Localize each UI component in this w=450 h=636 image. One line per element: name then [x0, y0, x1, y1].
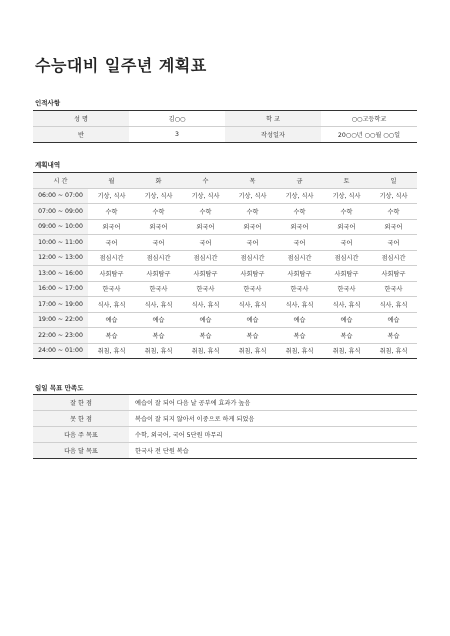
schedule-table: [33, 172, 417, 359]
schedule-cell: 복습: [88, 328, 135, 344]
schedule-cell: 수학: [276, 204, 323, 220]
personal-info-table: [33, 110, 417, 143]
schedule-cell: 취침, 휴식: [135, 343, 182, 359]
schedule-cell: 취침, 휴식: [370, 343, 417, 359]
date-value: 20○○년 ○○월 ○○일: [321, 127, 417, 143]
schedule-cell: 한국사: [229, 281, 276, 297]
schedule-cell: 예습: [276, 312, 323, 328]
schedule-header-time: 시 간: [33, 173, 88, 189]
schedule-row: [33, 297, 417, 313]
schedule-header-day: 일: [370, 173, 417, 189]
schedule-header-day: 금: [276, 173, 323, 189]
schedule-cell: 취침, 휴식: [323, 343, 370, 359]
schedule-cell: 기상, 식사: [370, 188, 417, 204]
schedule-row: [33, 204, 417, 220]
schedule-cell: 기상, 식사: [323, 188, 370, 204]
schedule-cell: 예습: [88, 312, 135, 328]
date-label: 작성일자: [225, 127, 321, 143]
schedule-row: [33, 235, 417, 251]
goal-value: 수학, 외국어, 국어 5단원 마무리: [129, 427, 417, 443]
schedule-cell: 기상, 식사: [88, 188, 135, 204]
schedule-cell: 예습: [229, 312, 276, 328]
schedule-cell: 점심시간: [135, 250, 182, 266]
schedule-cell: 외국어: [229, 219, 276, 235]
schedule-cell: 사회탐구: [323, 266, 370, 282]
name-label: 성 명: [33, 111, 129, 127]
schedule-header-row: [33, 173, 417, 189]
schedule-cell: 식사, 휴식: [135, 297, 182, 313]
schedule-cell: 복습: [229, 328, 276, 344]
schedule-cell: 수학: [370, 204, 417, 220]
schedule-cell: 식사, 휴식: [276, 297, 323, 313]
schedule-cell: 점심시간: [276, 250, 323, 266]
goal-row: [33, 395, 417, 411]
schedule-cell: 점심시간: [182, 250, 229, 266]
schedule-cell: 복습: [182, 328, 229, 344]
goal-row: [33, 427, 417, 443]
schedule-cell: 수학: [88, 204, 135, 220]
schedule-time-cell: 16:00 ~ 17:00: [33, 281, 88, 297]
class-value: 3: [129, 127, 225, 143]
schedule-cell: 예습: [323, 312, 370, 328]
schedule-cell: 예습: [182, 312, 229, 328]
schedule-cell: 취침, 휴식: [276, 343, 323, 359]
schedule-cell: 점심시간: [88, 250, 135, 266]
schedule-cell: 외국어: [323, 219, 370, 235]
schedule-cell: 한국사: [88, 281, 135, 297]
schedule-cell: 기상, 식사: [229, 188, 276, 204]
schedule-time-cell: 09:00 ~ 10:00: [33, 219, 88, 235]
schedule-cell: 한국사: [276, 281, 323, 297]
schedule-cell: 외국어: [182, 219, 229, 235]
schedule-cell: 한국사: [323, 281, 370, 297]
schedule-row: [33, 250, 417, 266]
schedule-cell: 기상, 식사: [182, 188, 229, 204]
schedule-cell: 수학: [229, 204, 276, 220]
schedule-cell: 사회탐구: [276, 266, 323, 282]
goal-row: [33, 411, 417, 427]
schedule-header-day: 수: [182, 173, 229, 189]
school-label: 학 교: [225, 111, 321, 127]
schedule-cell: 식사, 휴식: [370, 297, 417, 313]
schedule-cell: 국어: [135, 235, 182, 251]
schedule-cell: 점심시간: [229, 250, 276, 266]
schedule-cell: 수학: [135, 204, 182, 220]
goal-value: 한국사 전 단원 복습: [129, 443, 417, 459]
name-value: 김○○: [129, 111, 225, 127]
schedule-cell: 식사, 휴식: [229, 297, 276, 313]
schedule-cell: 사회탐구: [88, 266, 135, 282]
schedule-time-cell: 13:00 ~ 16:00: [33, 266, 88, 282]
schedule-cell: 국어: [370, 235, 417, 251]
goal-table: [33, 394, 417, 459]
goal-value: 예습이 잘 되어 다음 날 공부에 효과가 높음: [129, 395, 417, 411]
schedule-header-day: 목: [229, 173, 276, 189]
schedule-cell: 취침, 휴식: [88, 343, 135, 359]
schedule-cell: 국어: [229, 235, 276, 251]
school-value: ○○고등학교: [321, 111, 417, 127]
schedule-header-day: 화: [135, 173, 182, 189]
schedule-cell: 식사, 휴식: [323, 297, 370, 313]
schedule-header-day: 토: [323, 173, 370, 189]
schedule-time-cell: 07:00 ~ 09:00: [33, 204, 88, 220]
schedule-row: [33, 328, 417, 344]
schedule-row: [33, 343, 417, 359]
schedule-cell: 기상, 식사: [135, 188, 182, 204]
schedule-cell: 외국어: [135, 219, 182, 235]
schedule-time-cell: 24:00 ~ 01:00: [33, 343, 88, 359]
schedule-cell: 취침, 휴식: [182, 343, 229, 359]
goal-label: 다음 주 목표: [33, 427, 129, 443]
schedule-header-day: 월: [88, 173, 135, 189]
schedule-cell: 복습: [323, 328, 370, 344]
schedule-row: [33, 281, 417, 297]
schedule-cell: 사회탐구: [135, 266, 182, 282]
goal-label: 다음 달 목표: [33, 443, 129, 459]
goal-row: [33, 443, 417, 459]
section-personal-heading: 인적사항: [35, 99, 61, 107]
goal-label: 못 한 점: [33, 411, 129, 427]
schedule-cell: 국어: [88, 235, 135, 251]
schedule-cell: 국어: [276, 235, 323, 251]
schedule-cell: 사회탐구: [182, 266, 229, 282]
class-label: 반: [33, 127, 129, 143]
schedule-cell: 기상, 식사: [276, 188, 323, 204]
goal-value: 복습이 잘 되지 않아서 이중으로 하게 되었음: [129, 411, 417, 427]
schedule-row: [33, 188, 417, 204]
schedule-cell: 외국어: [370, 219, 417, 235]
schedule-time-cell: 17:00 ~ 19:00: [33, 297, 88, 313]
schedule-cell: 사회탐구: [229, 266, 276, 282]
schedule-time-cell: 19:00 ~ 22:00: [33, 312, 88, 328]
schedule-cell: 점심시간: [370, 250, 417, 266]
schedule-row: [33, 266, 417, 282]
schedule-cell: 사회탐구: [370, 266, 417, 282]
schedule-cell: 외국어: [88, 219, 135, 235]
schedule-cell: 복습: [276, 328, 323, 344]
schedule-cell: 수학: [323, 204, 370, 220]
schedule-time-cell: 22:00 ~ 23:00: [33, 328, 88, 344]
schedule-cell: 외국어: [276, 219, 323, 235]
schedule-cell: 예습: [135, 312, 182, 328]
schedule-row: [33, 219, 417, 235]
schedule-cell: 복습: [370, 328, 417, 344]
schedule-time-cell: 10:00 ~ 11:00: [33, 235, 88, 251]
section-goal-heading: 일일 목표 만족도: [35, 384, 84, 392]
schedule-cell: 한국사: [182, 281, 229, 297]
schedule-cell: 예습: [370, 312, 417, 328]
schedule-cell: 복습: [135, 328, 182, 344]
schedule-cell: 국어: [323, 235, 370, 251]
schedule-row: [33, 312, 417, 328]
schedule-cell: 점심시간: [323, 250, 370, 266]
schedule-time-cell: 06:00 ~ 07:00: [33, 188, 88, 204]
section-plan-heading: 계획내역: [35, 161, 61, 169]
schedule-cell: 식사, 휴식: [88, 297, 135, 313]
goal-label: 잘 한 점: [33, 395, 129, 411]
document-title: 수능대비 일주년 계획표: [35, 56, 207, 75]
schedule-cell: 수학: [182, 204, 229, 220]
schedule-cell: 취침, 휴식: [229, 343, 276, 359]
schedule-cell: 국어: [182, 235, 229, 251]
schedule-time-cell: 12:00 ~ 13:00: [33, 250, 88, 266]
schedule-cell: 식사, 휴식: [182, 297, 229, 313]
schedule-cell: 한국사: [370, 281, 417, 297]
schedule-cell: 한국사: [135, 281, 182, 297]
